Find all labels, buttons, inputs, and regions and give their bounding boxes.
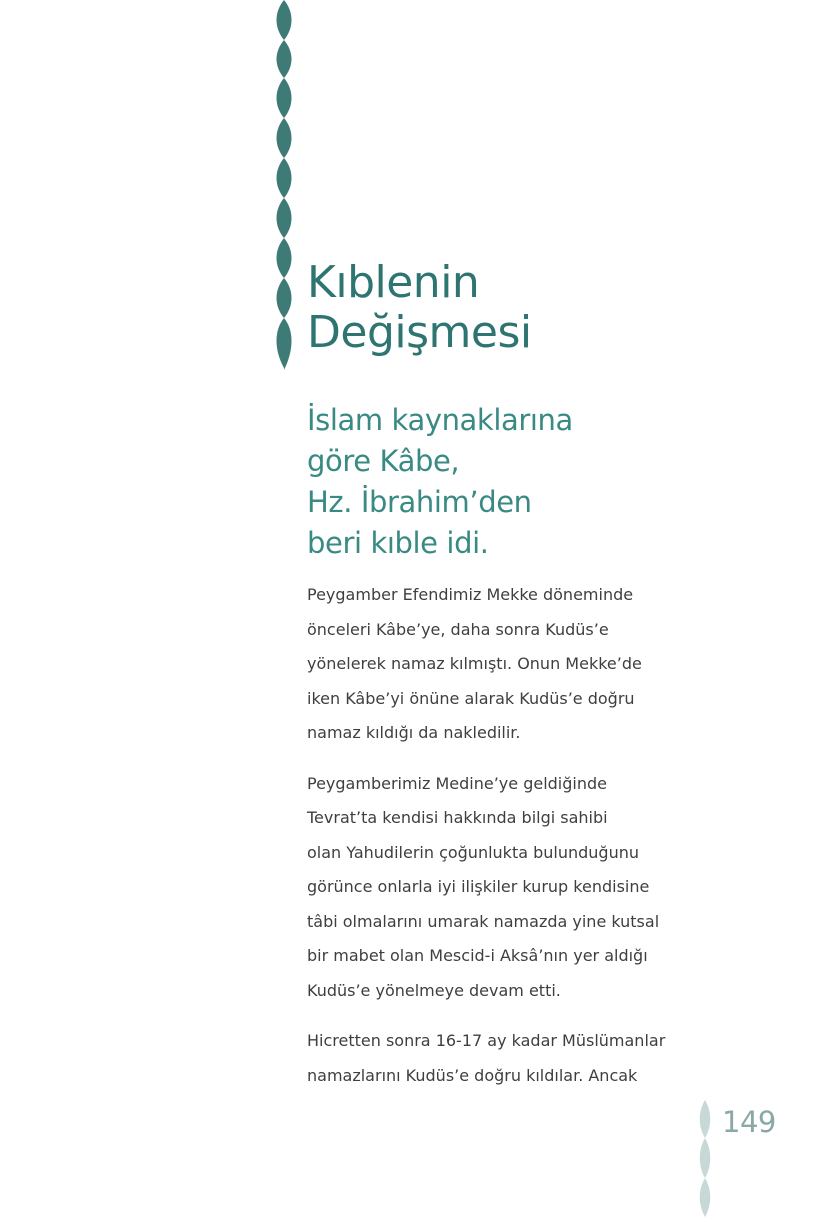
- wavy-ornament-bottom: [695, 1100, 715, 1217]
- title-line: Değişmesi: [307, 307, 532, 358]
- text-line: Peygamberimiz Medine’ye geldiğinde: [307, 773, 607, 793]
- lead-line: göre Kâbe,: [307, 444, 460, 478]
- text-line: tâbi olmalarını umarak namazda yine kutsal: [307, 911, 660, 931]
- text-line: Peygamber Efendimiz Mekke döneminde: [307, 585, 634, 604]
- text-line: namazlarını Kudüs’e doğru kıldılar. Ancak: [307, 1065, 638, 1085]
- text-line: yönelerek namaz kılmıştı. Onun Mekke’de: [307, 654, 642, 673]
- text-line: olan Yahudilerin çoğunlukta bulunduğunu: [307, 842, 639, 862]
- text-line: namaz kıldığı da nakledilir.: [307, 723, 521, 742]
- ornament-path: [700, 1100, 711, 1217]
- page-number: 149: [722, 1105, 776, 1139]
- paragraph: [307, 578, 707, 751]
- text-line: bir mabet olan Mescid-i Aksâ’nın yer aldığı: [307, 946, 648, 965]
- ornament-path: [277, 0, 292, 370]
- lead-line: Hz. İbrahim’den: [307, 485, 532, 519]
- lead-line: İslam kaynaklarına: [307, 403, 573, 437]
- title-line: Kıblenin: [307, 257, 480, 308]
- lead-line: beri kıble idi.: [307, 526, 489, 560]
- wavy-ornament-top: [270, 0, 298, 370]
- text-line: görünce onlarla iyi ilişkiler kurup kendisine: [307, 877, 650, 896]
- paragraph: [307, 1024, 707, 1093]
- text-line: iken Kâbe’yi önüne alarak Kudüs’e doğru: [307, 688, 635, 708]
- text-line: Tevrat’ta kendisi hakkında bilgi sahibi: [307, 808, 608, 827]
- lead-quote: [307, 400, 767, 564]
- page-title: [307, 258, 787, 358]
- body-text: [307, 578, 707, 1109]
- text-line: Hicretten sonra 16-17 ay kadar Müslümanlar: [307, 1031, 666, 1050]
- paragraph: [307, 767, 707, 1009]
- text-line: önceleri Kâbe’ye, daha sonra Kudüs’e: [307, 619, 609, 639]
- text-line: Kudüs’e yönelmeye devam etti.: [307, 980, 561, 1000]
